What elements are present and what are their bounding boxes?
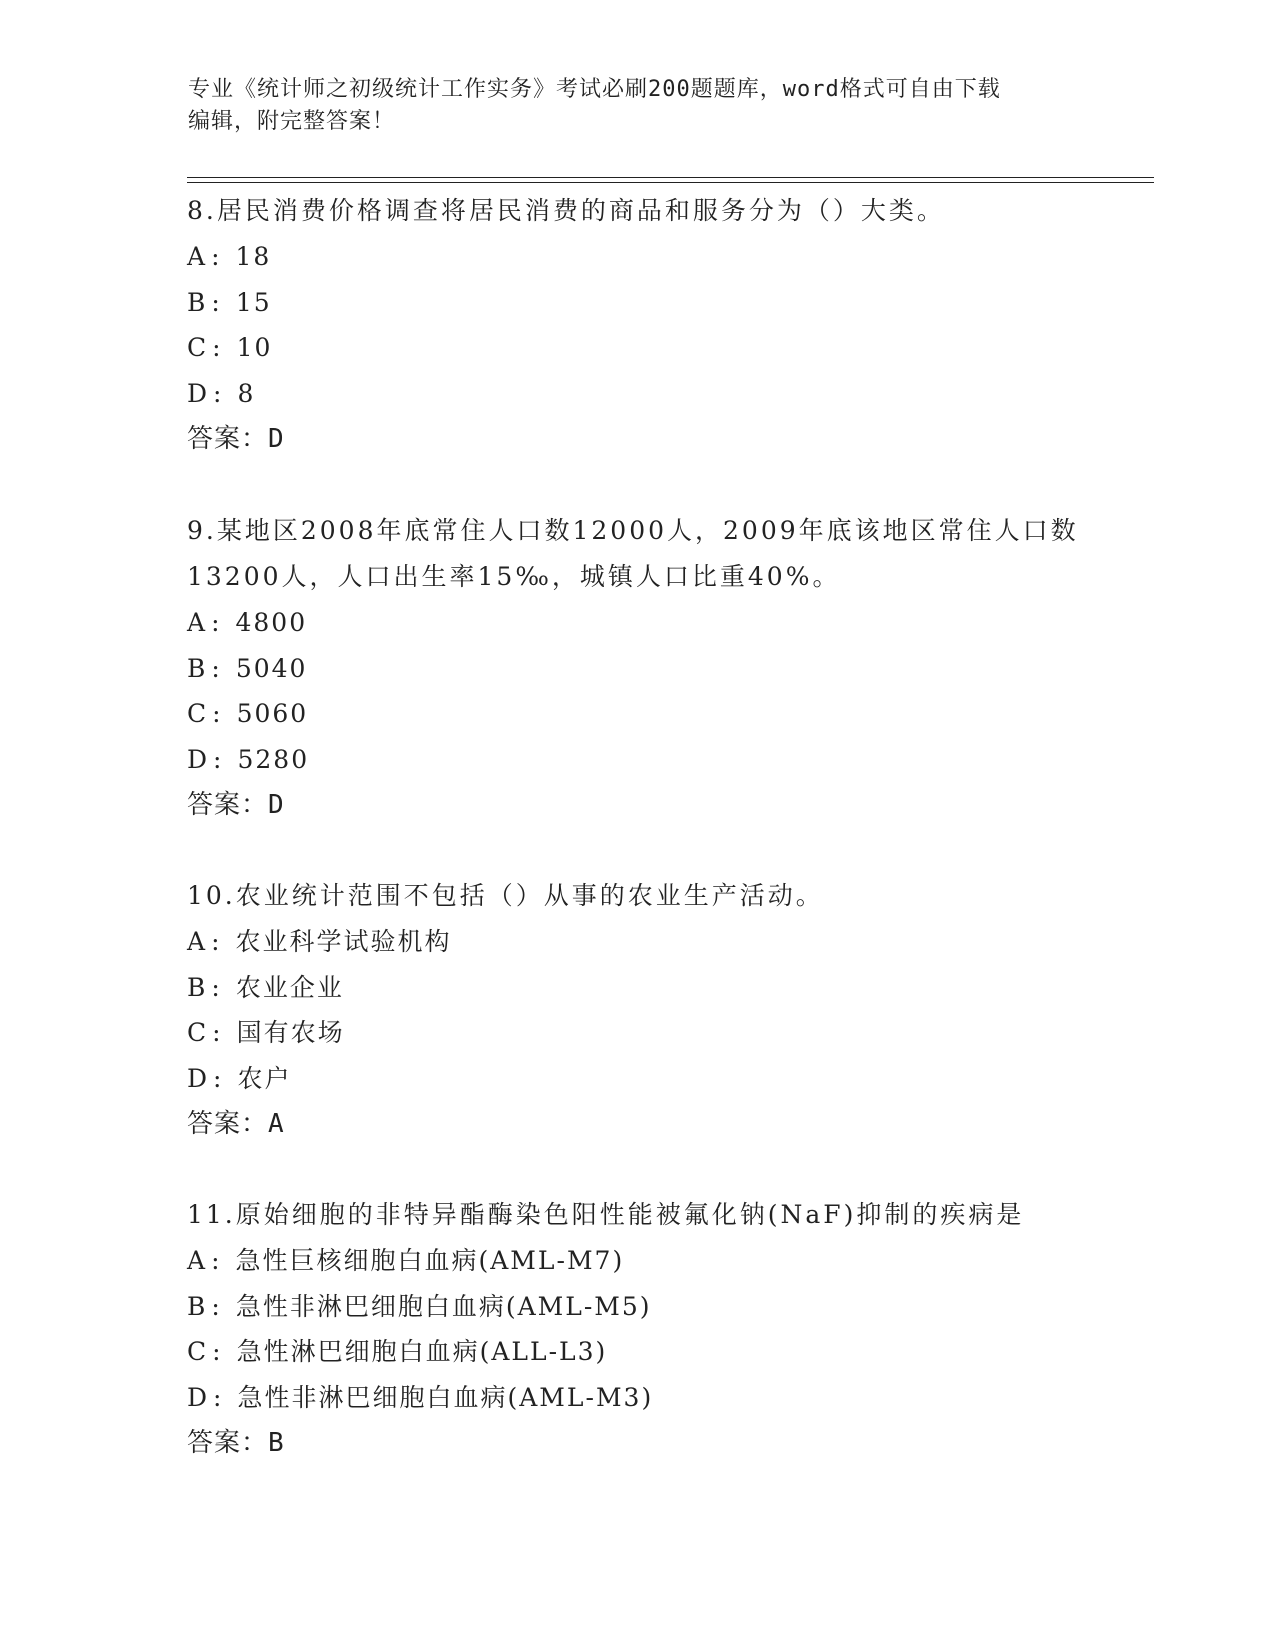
option-a: A : 18 <box>187 242 272 271</box>
option-c: C : 急性淋巴细胞白血病(ALL-L3) <box>187 1337 608 1366</box>
option-text: 急性非淋巴细胞白血病(AML-M5) <box>235 1291 652 1321</box>
answer-line: 答案：B <box>187 1428 285 1458</box>
option-text: 4800 <box>235 608 308 637</box>
option-text: 国有农场 <box>236 1018 345 1047</box>
question-9 <box>187 508 1087 828</box>
option-letter: C <box>187 1018 209 1047</box>
header-line-1: 专业《统计师之初级统计工作实务》考试必刷200题题库，word格式可自由下载 <box>188 77 1001 102</box>
header-line-2: 编辑，附完整答案！ <box>188 109 396 134</box>
answer-line: 答案：D <box>187 790 285 820</box>
option-letter: C <box>187 699 209 728</box>
question-stem: 9.某地区2008年底常住人口数12000人，2009年底该地区常住人口数 <box>187 516 1079 545</box>
option-c: C : 10 <box>187 333 273 362</box>
option-text: 急性淋巴细胞白血病(ALL-L3) <box>236 1337 608 1366</box>
option-text: 5060 <box>236 699 309 728</box>
option-a: A : 急性巨核细胞白血病(AML-M7) <box>187 1246 625 1275</box>
option-c: C : 5060 <box>187 699 309 728</box>
header-divider-bottom <box>187 182 1154 183</box>
option-b: B : 15 <box>187 287 272 317</box>
question-8 <box>187 188 1087 462</box>
option-text: 10 <box>236 333 273 362</box>
option-letter: C <box>187 1337 209 1366</box>
option-text: 5040 <box>235 653 308 683</box>
option-letter: D <box>187 378 210 408</box>
option-letter: B <box>187 972 208 1002</box>
option-b: B : 急性非淋巴细胞白血病(AML-M5) <box>187 1291 652 1321</box>
option-letter: A <box>187 608 208 637</box>
option-letter: D <box>187 1382 210 1412</box>
option-b: B : 农业企业 <box>187 972 344 1002</box>
option-text: 15 <box>235 287 272 317</box>
question-stem: 10.农业统计范围不包括（）从事的农业生产活动。 <box>187 881 824 910</box>
option-d: D : 农户 <box>187 1063 292 1093</box>
option-letter: A <box>187 242 208 271</box>
answer-line: 答案：D <box>187 424 285 454</box>
option-a: A : 农业科学试验机构 <box>187 927 452 956</box>
question-10 <box>187 873 1087 1147</box>
option-letter: B <box>187 1291 208 1321</box>
question-11 <box>187 1192 1087 1466</box>
question-stem: 11.原始细胞的非特异酯酶染色阳性能被氟化钠(NaF)抑制的疾病是 <box>187 1200 1025 1229</box>
option-text: 农户 <box>237 1063 292 1093</box>
option-d: D : 急性非淋巴细胞白血病(AML-M3) <box>187 1382 654 1412</box>
option-text: 农业企业 <box>235 972 344 1002</box>
option-letter: D <box>187 744 210 774</box>
option-text: 农业科学试验机构 <box>235 927 452 956</box>
option-letter: B <box>187 287 208 317</box>
option-letter: A <box>187 927 208 956</box>
header-divider-top <box>187 177 1154 178</box>
option-letter: A <box>187 1246 208 1275</box>
option-b: B : 5040 <box>187 653 308 683</box>
option-d: D : 8 <box>187 378 256 408</box>
document-header <box>188 74 1068 138</box>
option-d: D : 5280 <box>187 744 310 774</box>
option-letter: B <box>187 653 208 683</box>
question-stem-continued: 13200人，人口出生率15‰，城镇人口比重40%。 <box>187 562 841 591</box>
option-text: 8 <box>237 378 256 408</box>
option-a: A : 4800 <box>187 608 308 637</box>
question-stem: 8.居民消费价格调查将居民消费的商品和服务分为（）大类。 <box>187 196 945 225</box>
option-text: 18 <box>235 242 272 271</box>
option-letter: D <box>187 1063 210 1093</box>
option-text: 急性非淋巴细胞白血病(AML-M3) <box>237 1382 654 1412</box>
option-letter: C <box>187 333 209 362</box>
answer-line: 答案：A <box>187 1109 285 1139</box>
option-text: 急性巨核细胞白血病(AML-M7) <box>235 1246 625 1275</box>
option-c: C : 国有农场 <box>187 1018 345 1047</box>
option-text: 5280 <box>237 744 310 774</box>
